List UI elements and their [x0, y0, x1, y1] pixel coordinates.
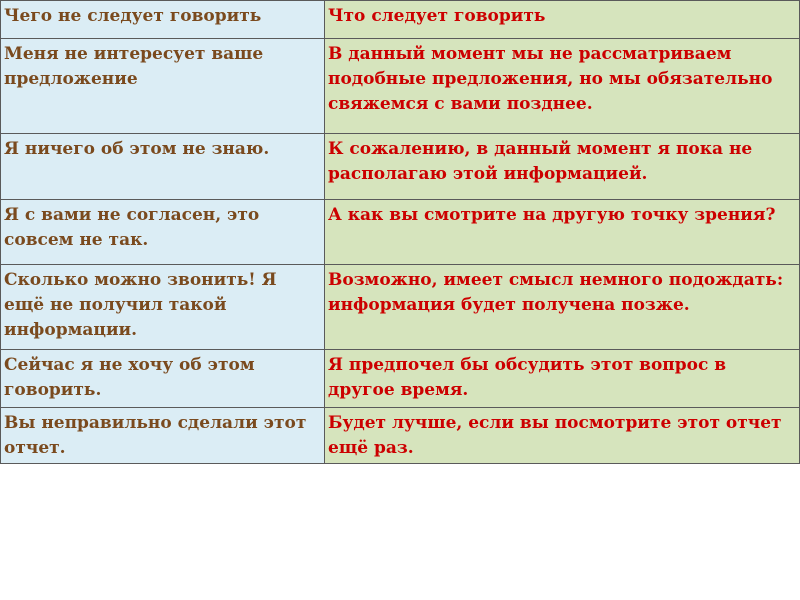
table-row [1, 39, 800, 134]
header-cell-good: Что следует говорить [325, 1, 800, 39]
header-cell-bad: Чего не следует говорить [1, 1, 325, 39]
good-phrase-cell: Будет лучше, если вы посмотрите этот отчет ещё раз. [325, 408, 800, 464]
bad-phrase-cell: Я ничего об этом не знаю. [1, 134, 325, 200]
table-header-row [1, 1, 800, 39]
table-row [1, 265, 800, 350]
bad-phrase-cell: Меня не интересует ваше предложение [1, 39, 325, 134]
good-phrase-cell: А как вы смотрите на другую точку зрения? [325, 200, 800, 265]
good-phrase-cell: К сожалению, в данный момент я пока не располагаю этой информацией. [325, 134, 800, 200]
bad-phrase-cell: Я с вами не согласен, это совсем не так. [1, 200, 325, 265]
bad-phrase-cell: Сейчас я не хочу об этом говорить. [1, 350, 325, 408]
table-row [1, 350, 800, 408]
good-phrase-cell: Я предпочел бы обсудить этот вопрос в другое время. [325, 350, 800, 408]
table-row [1, 408, 800, 464]
good-phrase-cell: Возможно, имеет смысл немного подождать: информация будет получена позже. [325, 265, 800, 350]
bad-phrase-cell: Сколько можно звонить! Я ещё не получил такой информации. [1, 265, 325, 350]
good-phrase-cell: В данный момент мы не рассматриваем подобные предложения, но мы обязательно свяжемся с вами позднее. [325, 39, 800, 134]
table-row [1, 134, 800, 200]
bad-phrase-cell: Вы неправильно сделали этот отчет. [1, 408, 325, 464]
table-row [1, 200, 800, 265]
